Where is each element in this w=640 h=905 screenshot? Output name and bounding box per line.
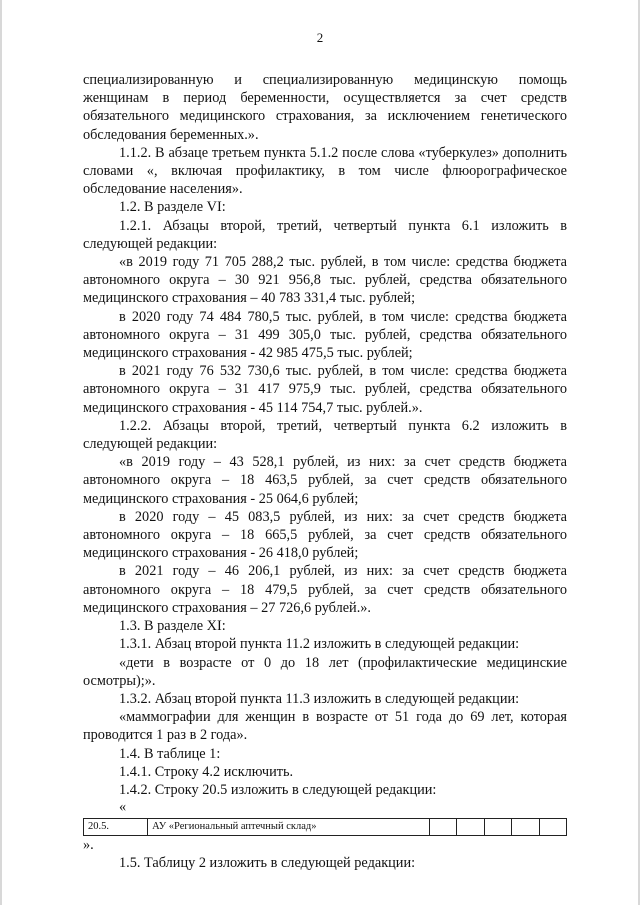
paragraph-2019-per-capita: «в 2019 году – 43 528,1 рублей, из них: за счет средств бюджета автономного округа – 18 463,5 рублей, за счет средств обязательного медицинского страхования - 25 064,6 рублей; bbox=[83, 454, 567, 507]
page-number: 2 bbox=[316, 30, 324, 45]
paragraph-2020-per-capita: в 2020 году – 45 083,5 рублей, из них: за счет средств бюджета автономного округа – 18 665,5 рублей, за счет средств обязательного медицинского страхования - 26 418,0 рублей; bbox=[83, 508, 567, 562]
paragraph-1-3-2: 1.3.2. Абзац второй пункта 11.3 изложить в следующей редакции: bbox=[119, 690, 520, 707]
table-cell-empty bbox=[512, 819, 539, 836]
table-close-quote: ». bbox=[83, 837, 94, 854]
paragraph-1-5: 1.5. Таблицу 2 изложить в следующей редакции: bbox=[119, 855, 416, 872]
paragraph-1-1-2: 1.1.2. В абзаце третьем пункта 5.1.2 после слова «туберкулез» дополнить словами «, включая профилактику, в том числе флюорографическое обследование населения». bbox=[83, 144, 567, 198]
paragraph-1-3: 1.3. В разделе XI: bbox=[119, 618, 226, 635]
paragraph-2021-funding: в 2021 году 76 532 730,6 тыс. рублей, в том числе: средства бюджета автономного округа – 31 417 975,9 тыс. рублей, средства обязательного медицинского страхования - 45 114 754,7 тыс. рублей.». bbox=[83, 363, 567, 416]
table-open-quote: « bbox=[119, 799, 127, 816]
table-row bbox=[84, 819, 567, 836]
paragraph-1-4-2: 1.4.2. Строку 20.5 изложить в следующей редакции: bbox=[119, 781, 437, 798]
paragraph-continuation: специализированную и специализированную медицинскую помощь женщинам в период беременности, осуществляется за счет средств обязательного медицинского страхования, за исключением генетического обследования беременных.». bbox=[83, 72, 567, 143]
paragraph-1-2: 1.2. В разделе VI: bbox=[119, 199, 226, 216]
document-body bbox=[83, 71, 567, 873]
table-cell-empty bbox=[539, 819, 566, 836]
table-row-20-5 bbox=[83, 818, 567, 836]
paragraph-2020-funding: в 2020 году 74 484 780,5 тыс. рублей, в том числе: средства бюджета автономного округа – 31 499 305,0 тыс. рублей, средства обязательного медицинского страхования - 42 985 475,5 тыс. рублей; bbox=[83, 308, 567, 362]
table-cell-name: АУ «Региональный аптечный склад» bbox=[148, 819, 430, 836]
paragraph-1-4: 1.4. В таблице 1: bbox=[119, 745, 221, 762]
paragraph-1-4-1: 1.4.1. Строку 4.2 исключить. bbox=[119, 763, 294, 780]
page-left-edge bbox=[0, 0, 2, 905]
table-cell-number: 20.5. bbox=[84, 819, 148, 836]
table-cell-empty bbox=[457, 819, 484, 836]
paragraph-1-3-1: 1.3.1. Абзац второй пункта 11.2 изложить в следующей редакции: bbox=[119, 636, 520, 653]
paragraph-2021-per-capita: в 2021 году – 46 206,1 рублей, из них: за счет средств бюджета автономного округа – 18 479,5 рублей, за счет средств обязательного медицинского страхования – 27 726,6 рублей.». bbox=[83, 563, 567, 616]
paragraph-1-2-2: 1.2.2. Абзацы второй, третий, четвертый пункта 6.2 изложить в следующей редакции: bbox=[83, 417, 567, 453]
paragraph-mammography: «маммографии для женщин в возрасте от 51 года до 69 лет, которая проводится 1 раз в 2 года». bbox=[83, 709, 567, 744]
paragraph-children-checkups: «дети в возрасте от 0 до 18 лет (профилактические медицинские осмотры);». bbox=[83, 654, 567, 689]
table-cell-empty bbox=[484, 819, 511, 836]
table-cell-empty bbox=[429, 819, 456, 836]
paragraph-1-2-1: 1.2.1. Абзацы второй, третий, четвертый пункта 6.1 изложить в следующей редакции: bbox=[83, 217, 567, 252]
paragraph-2019-funding: «в 2019 году 71 705 288,2 тыс. рублей, в том числе: средства бюджета автономного округа – 30 921 956,8 тыс. рублей, средства обязательного медицинского страхования – 40 783 331,4 тыс. рублей; bbox=[83, 254, 567, 307]
